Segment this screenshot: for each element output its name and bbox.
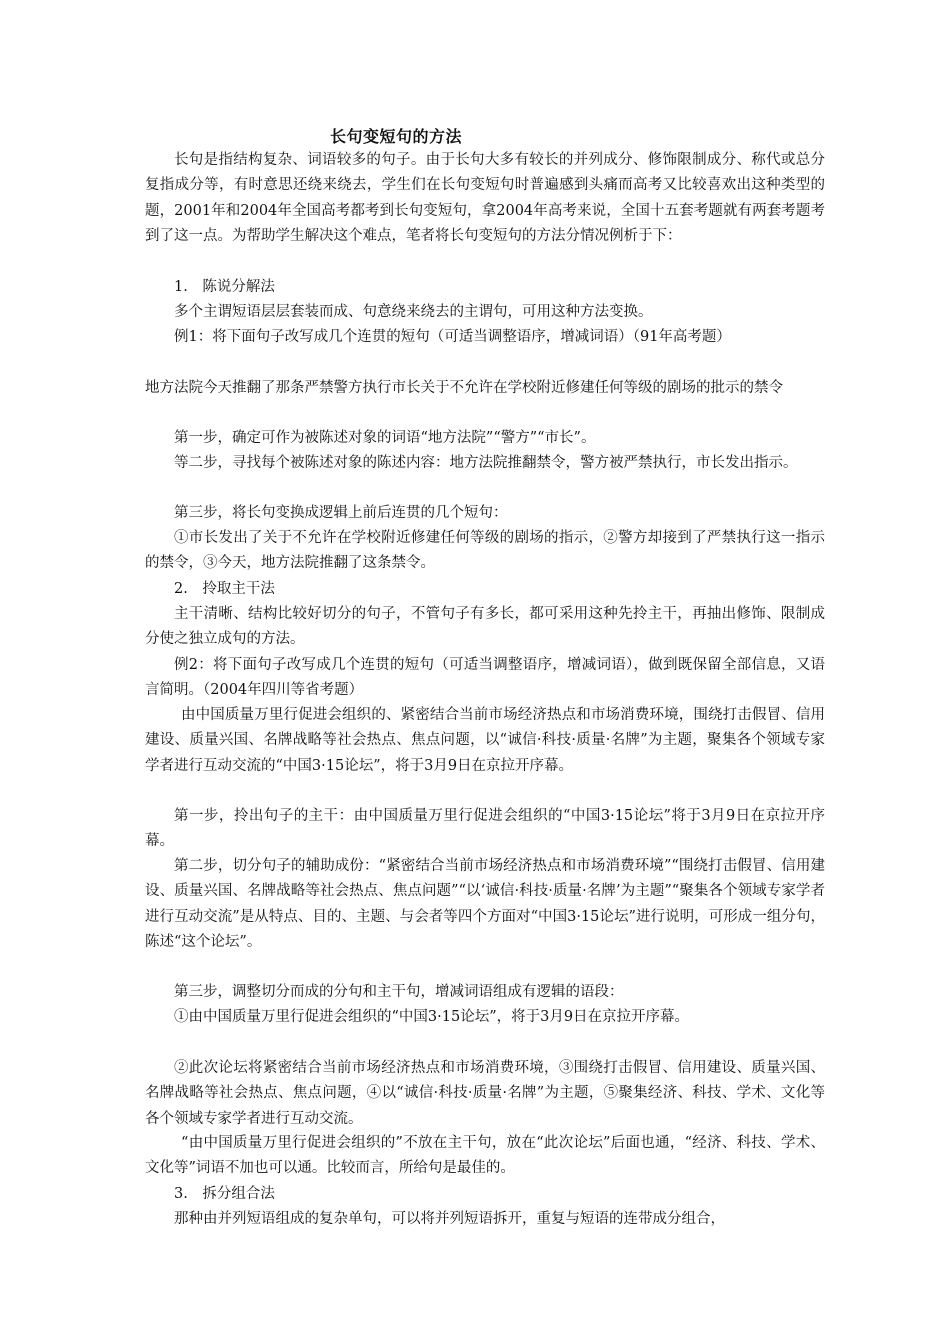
step-paragraph: 第一步，确定可作为被陈述对象的词语“地方法院”“警方”“市长”。 [174, 430, 596, 446]
answer-paragraph: ②此次论坛将紧密结合当前市场经济热点和市场消费环境，③围绕打击假冒、信用建设、质量兴国、名牌战略等社会热点、焦点问题，④以“诚信·科技·质量·名牌”为主题，⑤聚集经济、科技、学术、文化等各个领域专家学者进行互动交流。 [145, 1060, 825, 1127]
paragraph: 那种由并列短语组成的复杂单句，可以将并列短语拆开，重复与短语的连带成分组合， [174, 1211, 725, 1227]
answer-paragraph: ①由中国质量万里行促进会组织的“中国3·15论坛”，将于3月9日在京拉开序幕。 [174, 1009, 690, 1025]
example-2: 例2：将下面句子改写成几个连贯的短句（可适当调整语序，增减词语），做到既保留全部信息，又语言简明。（2004年四川等省考题） [145, 657, 825, 699]
step-paragraph: 第三步，将长句变换成逻辑上前后连贯的几个短句： [174, 505, 508, 521]
example-1-sentence: 地方法院今天推翻了那条严禁警方执行市长关于不允许在学校附近修建任何等级的剧场的批示的禁令 [145, 380, 783, 396]
paragraph: 多个主谓短语层层套装而成、句意绕来绕去的主谓句，可用这种方法变换。 [174, 304, 653, 320]
document-title: 长句变短句的方法 [330, 127, 463, 146]
example-2-sentence: 由中国质量万里行促进会组织的、紧密结合当前市场经济热点和市场消费环境，围绕打击假冒、信用建设、质量兴国、名牌战略等社会热点、焦点问题，以“诚信·科技·质量·名牌”为主题，聚集各个领域专家学者进行互动交流的“中国3·15论坛”，将于3月9日在京拉开序幕。 [145, 707, 825, 774]
section-heading-1: 1. 陈说分解法 [174, 279, 275, 295]
section-heading-2: 2. 拎取主干法 [174, 581, 275, 597]
section-heading-3: 3. 拆分组合法 [174, 1186, 275, 1202]
paragraph: 主干清晰、结构比较好切分的句子，不管句子有多长，都可采用这种先拎主干，再抽出修饰、限制成分使之独立成句的方法。 [145, 606, 825, 648]
example-1: 例1：将下面句子改写成几个连贯的短句（可适当调整语序，增减词语）（91年高考题） [174, 329, 731, 345]
paragraph-intro: 长句是指结构复杂、词语较多的句子。由于长句大多有较长的并列成分、修饰限制成分、称代或总分复指成分等，有时意思还绕来绕去，学生们在长句变短句时普遍感到头痛而高考又比较喜欢出这种类型的题，2001年和2004年全国高考都考到长句变短句，拿2004年高考来说，全国十五套考题就有两套考题考到了这一点。为帮助学生解决这个难点，笔者将长句变短句的方法分情况例析于下： [145, 152, 825, 245]
comment-paragraph: “由中国质量万里行促进会组织的”不放在主干句，放在“此次论坛”后面也通，“经济、科技、学术、文化等”词语不加也可以通。比较而言，所给句是最佳的。 [145, 1135, 825, 1177]
step-paragraph: 第一步，拎出句子的主干：由中国质量万里行促进会组织的“中国3·15论坛”将于3月9日在京拉开序幕。 [145, 808, 825, 850]
step-paragraph: 等二步，寻找每个被陈述对象的陈述内容：地方法院推翻禁令，警方被严禁执行，市长发出指示。 [174, 455, 798, 471]
step-paragraph: 第三步，调整切分而成的分句和主干句，增减词语组成有逻辑的语段： [174, 984, 624, 1000]
step-paragraph: 第二步，切分句子的辅助成份：“紧密结合当前市场经济热点和市场消费环境”“围绕打击假冒、信用建设、质量兴国、名牌战略等社会热点、焦点问题”“以‘诚信·科技·质量·名牌’为主题”“聚集各个领域专家学者进行互动交流”是从特点、目的、主题、与会者等四个方面对“中国3·15论坛”进行说明，可形成一组分句，陈述“这个论坛”。 [145, 858, 825, 951]
answer-paragraph: ①市长发出了关于不允许在学校附近修建任何等级的剧场的指示，②警方却接到了严禁执行这一指示的禁令，③今天，地方法院推翻了这条禁令。 [145, 530, 825, 572]
